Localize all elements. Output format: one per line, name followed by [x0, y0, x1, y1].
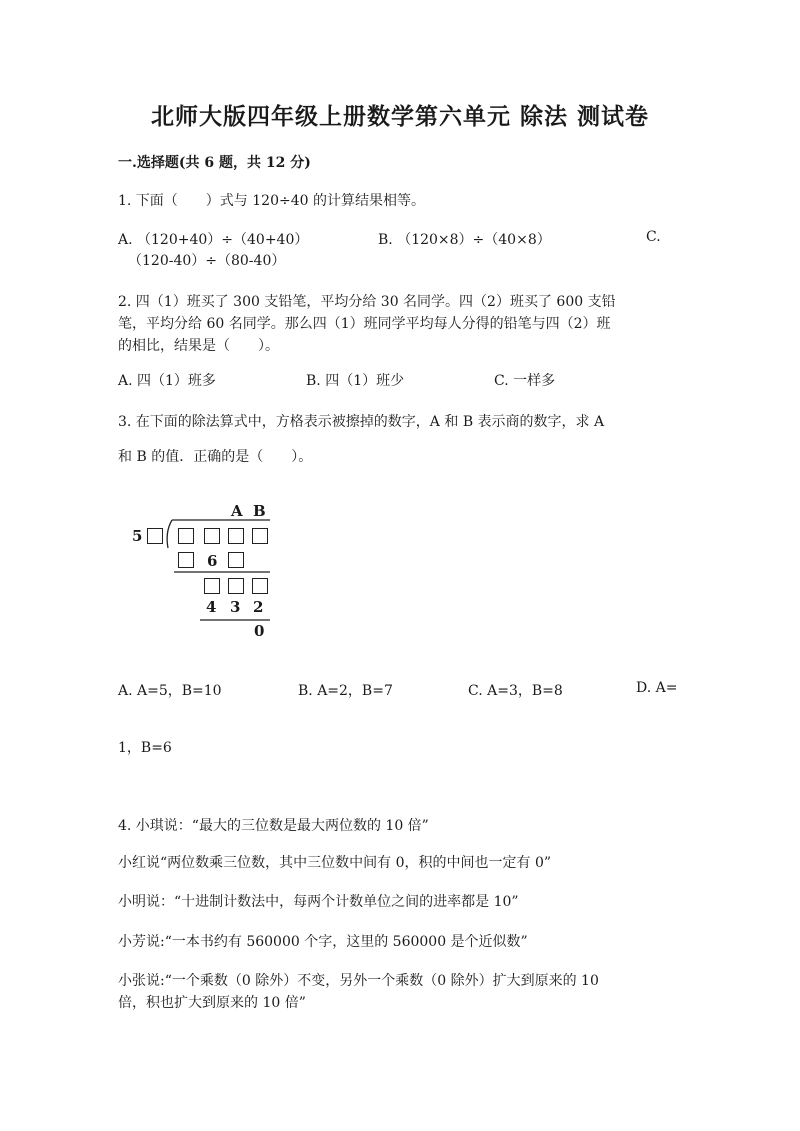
section-heading: 一.选择题(共 6 题，共 12 分) [118, 155, 311, 171]
dividend-box-1 [178, 528, 194, 544]
question-2-option-a: A. 四（1）班多 [118, 373, 216, 389]
question-2-option-b: B. 四（1）班少 [306, 373, 405, 389]
question-1-stem: 1. 下面（ ）式与 120÷40 的计算结果相等。 [118, 193, 425, 209]
question-2-line-2: 笔，平均分给 60 名同学。那么四（1）班同学平均每人分得的铅笔与四（2）班 [118, 316, 611, 332]
dividend-box-4 [252, 528, 268, 544]
dividend-box-3 [228, 528, 244, 544]
question-3-line-2: 和 B 的值．正确的是（ ）。 [118, 449, 313, 465]
row4-digit-3: 2 [253, 598, 264, 616]
question-3-option-b: B. A=2，B=7 [298, 683, 393, 699]
question-4-line-3: 小明说：“十进制计数法中，每两个计数单位之间的进率都是 10” [118, 894, 519, 910]
question-3-line-1: 3. 在下面的除法算式中，方格表示被擦掉的数字，A 和 B 表示商的数字，求 A [118, 414, 605, 430]
question-2-line-1: 2. 四（1）班买了 300 支铅笔，平均分给 30 名同学。四（2）班买了 600 支铅 [118, 294, 616, 310]
question-3-option-d-cont: 1，B=6 [118, 740, 172, 756]
question-2-line-3: 的相比，结果是（ ）。 [118, 338, 279, 354]
row2-box-3 [228, 552, 244, 568]
question-2-option-c: C. 一样多 [494, 373, 556, 389]
divisor-digit: 5 [132, 527, 143, 545]
question-4-line-5: 小张说:“一个乘数（0 除外）不变，另外一个乘数（0 除外）扩大到原来的 10 [118, 973, 599, 989]
question-4-line-6: 倍，积也扩大到原来的 10 倍” [118, 995, 306, 1011]
row3-box-2 [228, 578, 244, 594]
question-3-option-a: A. A=5，B=10 [118, 683, 222, 699]
question-4-line-4: 小芳说:“一本书约有 560000 个字，这里的 560000 是个近似数” [118, 934, 528, 950]
row2-digit: 6 [207, 552, 218, 570]
question-1-option-c: C. [646, 229, 661, 245]
question-3-option-c: C. A=3，B=8 [468, 683, 563, 699]
page-title: 北师大版四年级上册数学第六单元 除法 测试卷 [150, 103, 649, 130]
question-1-option-b: B. （120×8）÷（40×8） [378, 232, 551, 248]
row3-box-1 [204, 578, 220, 594]
quotient-b: B [253, 502, 266, 520]
question-1-option-c-text: （120-40）÷（80-40） [128, 253, 286, 269]
question-4-line-2: 小红说“两位数乘三位数，其中三位数中间有 0，积的中间也一定有 0” [118, 855, 552, 871]
question-3-option-d: D. A= [636, 680, 678, 696]
row4-digit-2: 3 [230, 598, 241, 616]
remainder-digit: 0 [254, 622, 265, 640]
dividend-box-2 [204, 528, 220, 544]
long-division-diagram [128, 496, 278, 646]
row3-box-3 [252, 578, 268, 594]
quotient-a: A [231, 502, 243, 520]
question-4-line-1: 4. 小琪说：“最大的三位数是最大两位数的 10 倍” [118, 818, 429, 834]
question-1-option-a: A. （120+40）÷（40+40） [118, 232, 309, 248]
row4-digit-1: 4 [206, 598, 217, 616]
row2-box-1 [178, 552, 194, 568]
